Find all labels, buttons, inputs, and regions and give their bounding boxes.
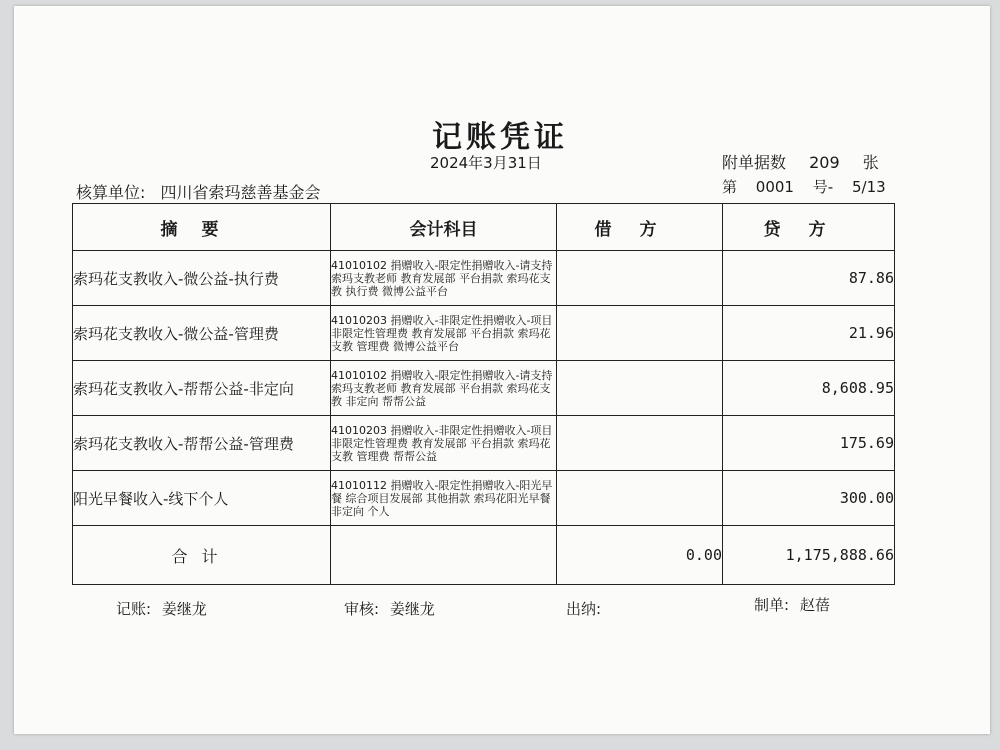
bookkeeper-label: 记账: bbox=[116, 600, 152, 618]
unit-name: 四川省索玛慈善基金会 bbox=[160, 183, 321, 202]
unit-label: 核算单位: bbox=[76, 183, 146, 202]
table-row bbox=[73, 471, 895, 526]
signature-cashier bbox=[566, 598, 607, 619]
table-row bbox=[73, 251, 895, 306]
voucher-table bbox=[72, 203, 895, 585]
row-account: 41010203 捐赠收入-非限定性捐赠收入-项目非限定性管理费 教育发展部 平台捐款 索玛花支教 管理费 微博公益平台 bbox=[331, 306, 557, 361]
header-debit: 借方 bbox=[557, 204, 723, 251]
row-debit bbox=[557, 471, 723, 526]
row-account: 41010203 捐赠收入-非限定性捐赠收入-项目非限定性管理费 教育发展部 平台捐款 索玛花支教 管理费 帮帮公益 bbox=[331, 416, 557, 471]
row-credit: 300.00 bbox=[723, 471, 895, 526]
signature-bookkeeper bbox=[116, 598, 207, 619]
voucher-number bbox=[722, 176, 900, 197]
row-summary: 索玛花支教收入-微公益-执行费 bbox=[73, 251, 331, 306]
accounting-unit bbox=[76, 180, 321, 203]
header-credit: 贷方 bbox=[723, 204, 895, 251]
row-debit bbox=[557, 306, 723, 361]
cashier-label: 出纳: bbox=[566, 600, 602, 618]
table-row bbox=[73, 416, 895, 471]
header-account: 会计科目 bbox=[331, 204, 557, 251]
voucher-date: 2024年3月31日 bbox=[430, 154, 542, 172]
row-account: 41010102 捐赠收入-限定性捐赠收入-请支持索玛支教老师 教育发展部 平台捐款 索玛花支教 非定向 帮帮公益 bbox=[331, 361, 557, 416]
attachments-label: 附单据数 bbox=[722, 153, 787, 172]
row-summary: 索玛花支教收入-帮帮公益-管理费 bbox=[73, 416, 331, 471]
signature-reviewer bbox=[344, 598, 435, 619]
row-summary: 索玛花支教收入-帮帮公益-非定向 bbox=[73, 361, 331, 416]
header-summary: 摘要 bbox=[73, 204, 331, 251]
row-credit: 21.96 bbox=[723, 306, 895, 361]
row-account: 41010112 捐赠收入-限定性捐赠收入-阳光早餐 综合项目发展部 其他捐款 索玛花阳光早餐 非定向 个人 bbox=[331, 471, 557, 526]
row-credit: 175.69 bbox=[723, 416, 895, 471]
table-row bbox=[73, 361, 895, 416]
total-label: 合计 bbox=[73, 526, 331, 585]
row-debit bbox=[557, 361, 723, 416]
attachments-info bbox=[722, 150, 897, 173]
voucher-page: 5/13 bbox=[851, 178, 886, 196]
preparer-label: 制单: bbox=[754, 596, 790, 614]
total-debit: 0.00 bbox=[557, 526, 723, 585]
bookkeeper-name: 姜继龙 bbox=[161, 600, 207, 618]
row-credit: 87.86 bbox=[723, 251, 895, 306]
total-row bbox=[73, 526, 895, 585]
total-credit: 1,175,888.66 bbox=[723, 526, 895, 585]
voucher-prefix: 第 bbox=[722, 178, 738, 196]
row-debit bbox=[557, 251, 723, 306]
table-header-row bbox=[73, 204, 895, 251]
reviewer-name: 姜继龙 bbox=[389, 600, 435, 618]
preparer-name: 赵蓓 bbox=[799, 596, 830, 614]
row-credit: 8,608.95 bbox=[723, 361, 895, 416]
row-account: 41010102 捐赠收入-限定性捐赠收入-请支持索玛支教老师 教育发展部 平台捐款 索玛花支教 执行费 微博公益平台 bbox=[331, 251, 557, 306]
table-row bbox=[73, 306, 895, 361]
total-blank bbox=[331, 526, 557, 585]
attachments-count: 209 bbox=[809, 153, 840, 172]
reviewer-label: 审核: bbox=[344, 600, 380, 618]
row-summary: 索玛花支教收入-微公益-管理费 bbox=[73, 306, 331, 361]
voucher-suffix: 号- bbox=[812, 178, 834, 196]
row-debit bbox=[557, 416, 723, 471]
signature-preparer bbox=[754, 594, 830, 615]
voucher-no: 0001 bbox=[755, 178, 794, 196]
attachments-unit: 张 bbox=[862, 153, 879, 172]
document-title: 记账凭证 bbox=[432, 120, 568, 155]
row-summary: 阳光早餐收入-线下个人 bbox=[73, 471, 331, 526]
